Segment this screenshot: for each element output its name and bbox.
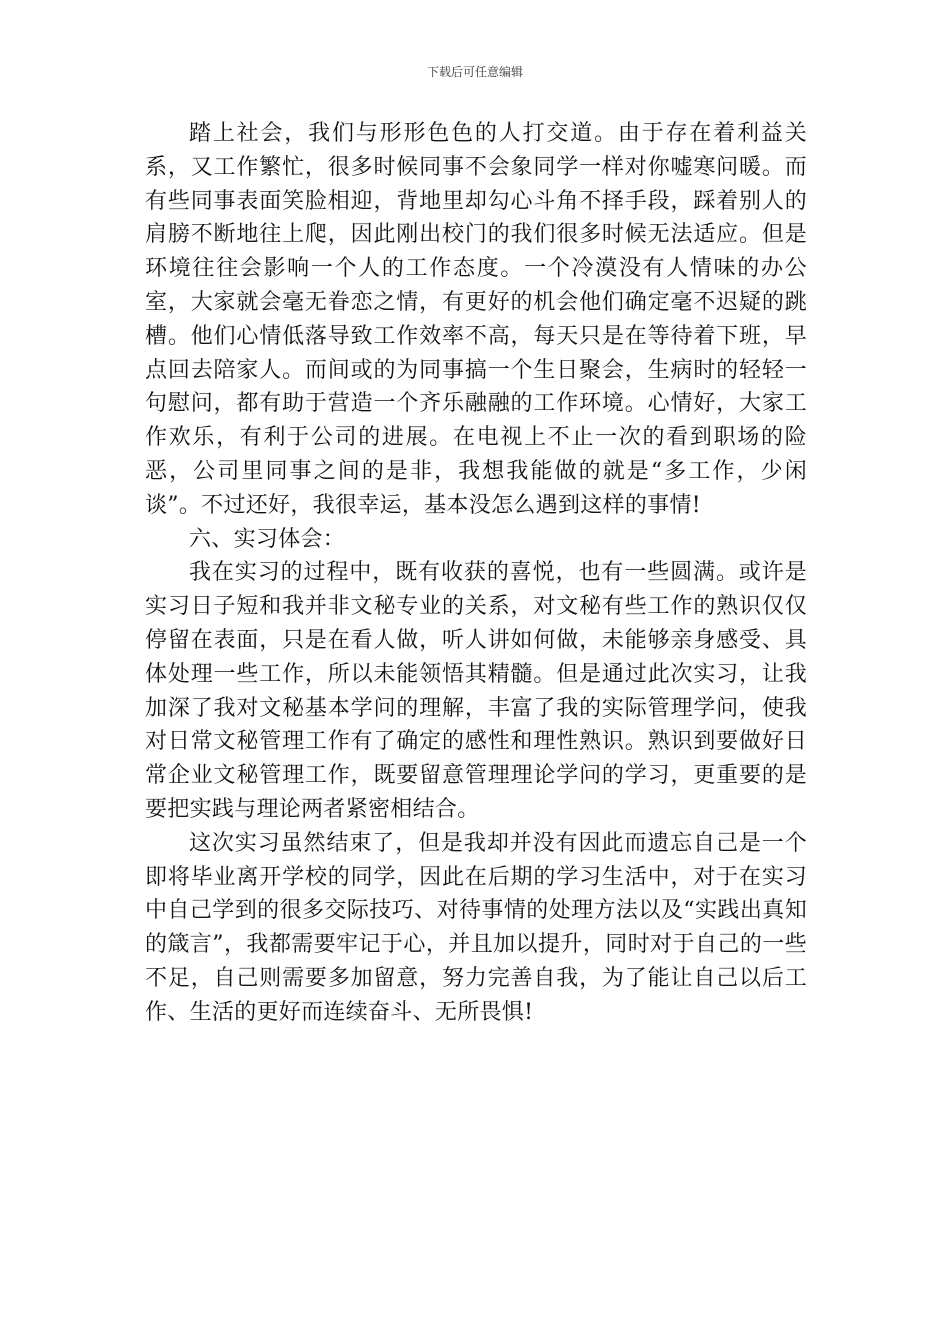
- page-header: 下载后可任意编辑: [426, 65, 523, 79]
- document-body: [145, 117, 807, 1030]
- paragraph-workplace-relations: 踏上社会，我们与形形色色的人打交道。由于存在着利益关系，又工作繁忙，很多时候同事不会象同学一样对你嘘寒问暖。而有些同事表面笑脸相迎，背地里却勾心斗角不择手段，踩着别人的肩膀不断地往上爬，因此刚出校门的我们很多时候无法适应。但是环境往往会影响一个人的工作态度。一个冷漠没有人情味的办公室，大家就会毫无眷恋之情，有更好的机会他们确定毫不迟疑的跳槽。他们心情低落导致工作效率不高，每天只是在等待着下班，早点回去陪家人。而间或的为同事搞一个生日聚会，生病时的轻轻一句慰问，都有助于营造一个齐乐融融的工作环境。心情好，大家工作欢乐，有利于公司的进展。在电视上不止一次的看到职场的险恶，公司里同事之间的是非，我想我能做的就是“多工作，少闲谈”。不过还好，我很幸运，基本没怎么遇到这样的事情!: [145, 121, 807, 518]
- section-heading-internship-reflections: 六、实习体会：: [189, 526, 346, 552]
- paragraph-future-plans: 这次实习虽然结束了，但是我却并没有因此而遗忘自己是一个即将毕业离开学校的同学，因此在后期的学习生活中，对于在实习中自己学到的很多交际技巧、对待事情的处理方法以及“实践出真知的箴言”，我都需要牢记于心，并且加以提升，同时对于自己的一些不足，自己则需要多加留意，努力完善自我，为了能让自己以后工作、生活的更好而连续奋斗、无所畏惧!: [145, 830, 807, 1025]
- paragraph-internship-gains: 我在实习的过程中，既有收获的喜悦，也有一些圆满。或许是实习日子短和我并非文秘专业的关系，对文秘有些工作的熟识仅仅停留在表面，只是在看人做，听人讲如何做，未能够亲身感受、具体处理一些工作，所以未能领悟其精髓。但是通过此次实习，让我加深了我对文秘基本学问的理解，丰富了我的实际管理学问，使我对日常文秘管理工作有了确定的感性和理性熟识。熟识到要做好日常企业文秘管理工作，既要留意管理理论学问的学习，更重要的是要把实践与理论两者紧密相结合。: [145, 560, 807, 822]
